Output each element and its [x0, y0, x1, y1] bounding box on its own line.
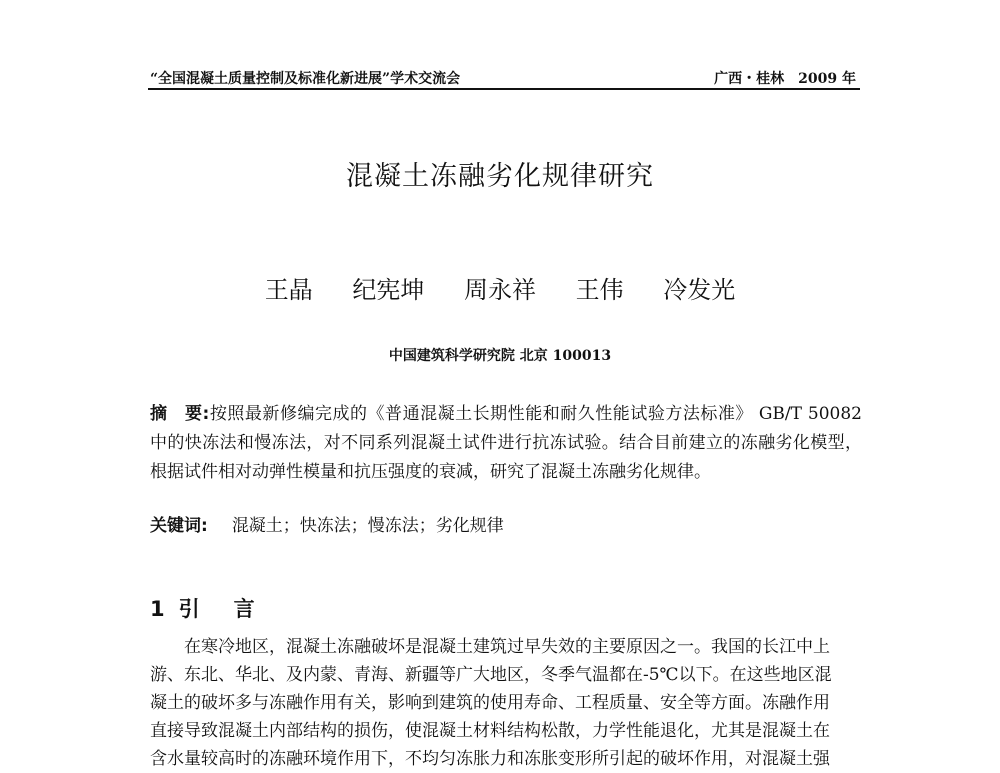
abstract	[150, 400, 862, 487]
affiliation: 中国建筑科学研究院 北京 100013	[388, 348, 612, 364]
abstract-text: 按照最新修编完成的《普通混凝土长期性能和耐久性能试验方法标准》 GB/T 50082 中的快冻法和慢冻法，对不同系列混凝土试件进行抗冻试验。结合目前建立的冻融劣化模型，根据试件相对动弹性模量和抗压强度的衰减，研究了混凝土冻融劣化规律。	[150, 404, 862, 482]
body-line: 直接导致混凝土内部结构的损伤，使混凝土材料结构松散，力学性能退化，尤其是混凝土在	[150, 721, 830, 741]
keywords-label: 关键词:	[150, 516, 208, 536]
section-number: 1	[150, 597, 165, 621]
paper-title: 混凝土冻融劣化规律研究	[346, 161, 654, 192]
body-line: 含水量较高时的冻融环境作用下，不均匀冻胀力和冻胀变形所引起的破坏作用，对混凝土强	[150, 749, 830, 769]
author: 纪宪坤	[352, 276, 425, 304]
section-title-part2: 言	[233, 597, 255, 621]
author: 冷发光	[663, 276, 736, 304]
keywords-text: 混凝土；快冻法；慢冻法；劣化规律	[231, 516, 504, 536]
header-rule	[148, 88, 860, 90]
keywords	[150, 511, 862, 536]
body-line: 在寒冷地区，混凝土冻融破坏是混凝土建筑过早失效的主要原因之一。我国的长江中上	[184, 637, 830, 657]
body-line: 游、东北、华北、及内蒙、青海、新疆等广大地区，冬季气温都在-5℃以下。在这些地区混	[150, 665, 832, 685]
author: 周永祥	[464, 276, 536, 304]
body-line: 凝土的破坏多与冻融作用有关，影响到建筑的使用寿命、工程质量、安全等方面。冻融作用	[150, 693, 830, 713]
section-body	[150, 633, 862, 773]
header-conference: “全国混凝土质量控制及标准化新进展”学术交流会	[150, 71, 461, 87]
section-heading	[150, 593, 255, 623]
author: 王伟	[575, 276, 624, 304]
section-title-part1: 引	[178, 597, 200, 621]
abstract-label: 摘 要:	[150, 404, 210, 424]
author: 王晶	[264, 276, 313, 304]
running-header	[148, 64, 860, 88]
author-list	[0, 270, 1000, 305]
header-location-year: 广西・桂林 2009 年	[714, 71, 856, 87]
